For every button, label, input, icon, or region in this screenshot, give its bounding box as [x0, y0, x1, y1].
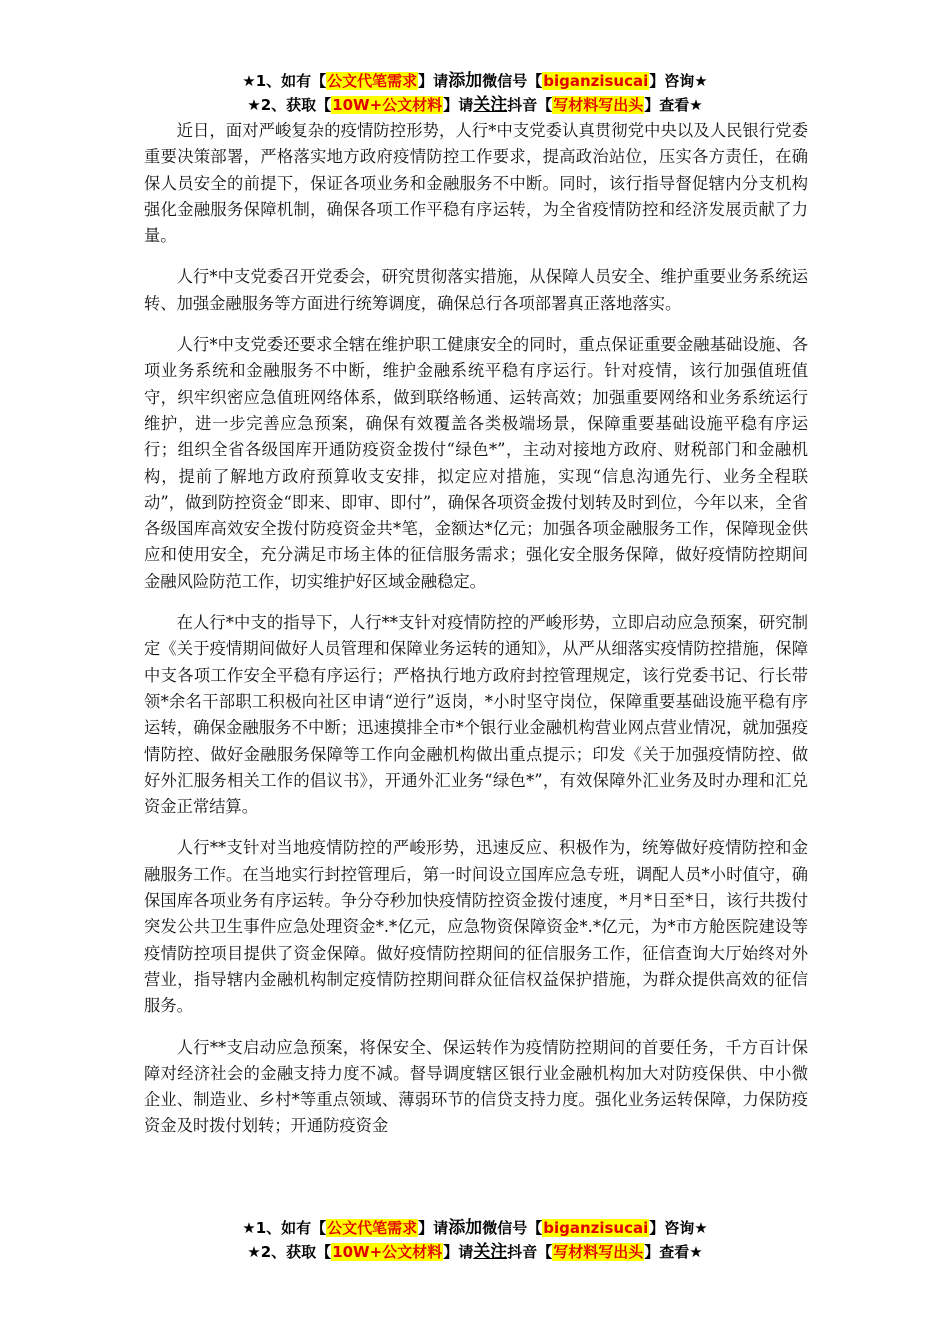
paragraph: 在人行*中支的指导下，人行**支针对疫情防控的严峻形势，立即启动应急预案，研究制定《关于疫情期间做好人员管理和保障业务运转的通知》，从严从细落实疫情防控措施，保障中支各项工作安全平稳有序运行；严格执行地方政府封控管理规定，该行党委书记、行长带领*余名干部职工积极向社区申请“逆行”返岗，*小时坚守岗位，保障重要基础设施平稳有序运转，确保金融服务不中断；迅速摸排全市*个银行业金融机构营业网点营业情况，就加强疫情防控、做好金融服务保障等工作向金融机构做出重点提示；印发《关于加强疫情防控、做好外汇服务相关工作的倡议书》，开通外汇业务“绿色*”，有效保障外汇业务及时办理和汇兑资金正常结算。 [144, 613, 808, 817]
banner-text: 抖音【 [507, 1243, 553, 1261]
banner-highlight: 写材料写出头 [553, 96, 644, 114]
banner-emphasis: 添加 [448, 71, 483, 91]
banner-line-2 [0, 93, 950, 117]
banner-emphasis: 关注 [473, 1242, 508, 1262]
banner-text: 】请 [443, 1243, 474, 1261]
banner-text: 】请 [418, 1219, 449, 1237]
bottom-banner [0, 1216, 950, 1264]
banner-text: ★1、如有【 [242, 1219, 327, 1237]
banner-line-2 [0, 1240, 950, 1264]
banner-text: 】查看★ [644, 1243, 703, 1261]
banner-text: 微信号【 [482, 1219, 543, 1237]
banner-text: ★1、如有【 [242, 72, 327, 90]
banner-text: ★2、获取【 [247, 96, 332, 114]
banner-highlight: 10W+公文材料 [332, 1243, 443, 1261]
top-banner [0, 69, 950, 117]
banner-emphasis: 添加 [448, 1218, 483, 1238]
banner-text: 微信号【 [482, 72, 543, 90]
paragraph: 人行*中支党委召开党委会，研究贯彻落实措施，从保障人员安全、维护重要业务系统运转、加强金融服务等方面进行统筹调度，确保总行各项部署真正落地落实。 [144, 267, 808, 313]
banner-text: 】咨询★ [649, 72, 708, 90]
banner-line-1 [0, 69, 950, 93]
banner-text: 】咨询★ [649, 1219, 708, 1237]
banner-text: 抖音【 [507, 96, 553, 114]
banner-text: ★2、获取【 [247, 1243, 332, 1261]
banner-highlight: 10W+公文材料 [332, 96, 443, 114]
banner-highlight: 写材料写出头 [553, 1243, 644, 1261]
paragraph: 人行*中支党委还要求全辖在维护职工健康安全的同时，重点保证重要金融基础设施、各项业务系统和金融服务不中断，维护金融系统平稳有序运行。针对疫情，该行加强值班值守，织牢织密应急值班网络体系，做到联络畅通、运转高效；加强重要网络和业务系统运行维护，进一步完善应急预案，确保有效覆盖各类极端场景，保障重要基础设施平稳有序运行；组织全省各级国库开通防疫资金拨付“绿色*”，主动对接地方政府、财税部门和金融机构，提前了解地方政府预算收支安排，拟定应对措施，实现“信息沟通先行、业务全程联动”，做到防控资金“即来、即审、即付”，确保各项资金拨付划转及时到位，今年以来，全省各级国库高效安全拨付防疫资金共*笔，金额达*亿元；加强各项金融服务工作，保障现金供应和使用安全，充分满足市场主体的征信服务需求；强化安全服务保障，做好疫情防控期间金融风险防范工作，切实维护好区域金融稳定。 [144, 335, 808, 591]
banner-highlight: 公文代笔需求 [327, 72, 418, 90]
paragraph: 近日，面对严峻复杂的疫情防控形势，人行*中支党委认真贯彻党中央以及人民银行党委重要决策部署，严格落实地方政府疫情防控工作要求，提高政治站位，压实各方责任，在确保人员安全的前提下，保证各项业务和金融服务不中断。同时，该行指导督促辖内分支机构强化金融服务保障机制，确保各项工作平稳有序运转，为全省疫情防控和经济发展贡献了力量。 [144, 121, 808, 246]
banner-text: 】请 [443, 96, 474, 114]
banner-text: 】请 [418, 72, 449, 90]
banner-emphasis: 关注 [473, 95, 508, 115]
paragraph: 人行**支启动应急预案，将保安全、保运转作为疫情防控期间的首要任务，千方百计保障对经济社会的金融支持力度不减。督导调度辖区银行业金融机构加大对防疫保供、中小微企业、制造业、乡村*等重点领域、薄弱环节的信贷支持力度。强化业务运转保障，力保防疫资金及时拨付划转；开通防疫资金 [144, 1037, 808, 1136]
banner-highlight: 公文代笔需求 [327, 1219, 418, 1237]
banner-highlight: biganzisucai [543, 1219, 649, 1237]
banner-highlight: biganzisucai [543, 72, 649, 90]
paragraph: 人行**支针对当地疫情防控的严峻形势，迅速反应、积极作为，统筹做好疫情防控和金融服务工作。在当地实行封控管理后，第一时间设立国库应急专班，调配人员*小时值守，确保国库各项业务有序运转。争分夺秒加快疫情防控资金拨付速度，*月*日至*日，该行共拨付突发公共卫生事件应急处理资金*.*亿元，应急物资保障资金*.*亿元，为*市方舱医院建设等疫情防控项目提供了资金保障。做好疫情防控期间的征信服务工作，征信查询大厅始终对外营业，指导辖内金融机构制定疫情防控期间群众征信权益保护措施，为群众提供高效的征信服务。 [144, 838, 808, 1016]
banner-text: 】查看★ [644, 96, 703, 114]
banner-line-1 [0, 1216, 950, 1240]
document-body [144, 118, 808, 1155]
